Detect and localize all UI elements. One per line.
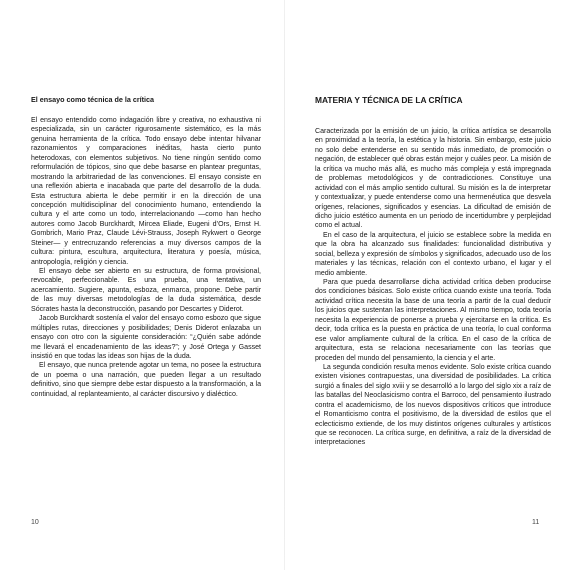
right-body-text	[315, 127, 551, 448]
section-heading: El ensayo como técnica de la crítica	[31, 95, 155, 104]
paragraph: El ensayo entendido como indagación libre y creativa, no exhaustiva ni especializada, sin un carácter rigurosamente sistemático, es la más genuina herramienta de la crítica. Todo ensayo debe intentar hilvanar razonamientos y comparaciones inéditas, hasta cierto punto heterodoxas, con elementos subjetivos. No tiene ningún sentido como reformulación de tópicos, sino que debe basarse en plantear preguntas, mostrando la arbitrariedad de las convenciones. El ensayo consiste en una reflexión abierta e inacabada que parte del desarrollo de la duda. Esta estructura abierta le debe permitir ir en la dirección de una concepción multidisciplinar del conocimiento humano, entendiendo la cultura y el arte como un todo, interrelacionando —como han hecho autores como Jacob Burckhardt, Mircea Eliade, Eugeni d’Ors, Ernst H. Gombrich, Mario Praz, Claude Lévi-Strauss, Joseph Rykwert o George Steiner— y entrecruzando referencias a muy diversos campos de la cultura: pintura, escultura, arquitectura, literatura y poesía, música, antropología, religión y ciencia.	[31, 117, 261, 266]
paragraph: En el caso de la arquitectura, el juicio se establece sobre la medida en que la obra ha alcanzado sus finalidades: funcionalidad distributiva y social, belleza y expresión de símbolos y significados, adecuado uso de los materiales y las técnicas, relación con el contexto urbano, el lugar y el medio ambiente.	[315, 231, 551, 277]
page-number: 11	[532, 519, 540, 526]
paragraph: La segunda condición resulta menos evidente. Solo existe crítica cuando existen visiones contrapuestas, una diversidad de posibilidades. La crítica surgió a finales del siglo xviii y se desarrolló a lo largo del siglo xix a raíz de las batallas del Neoclasicismo contra el Barroco, del pensamiento ilustrado contra el academicismo, de los nuevos dispositivos críticos que introduce el Romanticismo contra el positivismo, de la diversidad de estilos que el eclecticismo extiende, de los muy distintos orígenes culturales y artísticos que se reconocen. La crítica surge, en definitiva, a raíz de la diversidad de interpretaciones	[315, 363, 551, 447]
paragraph: Para que pueda desarrollarse dicha actividad crítica deben producirse dos condiciones básicas. Solo existe crítica cuando existe una teoría. Toda actividad crítica necesita la base de una teoría a partir de la cual deducir los juicios que sustentan las interpretaciones. Al mismo tiempo, toda teoría necesita la experiencia de ponerse a prueba y ejercitarse en la crítica. Es decir, toda crítica es la puesta en práctica de una teoría, lo cual conforma ese valor ampliamente cultural de la crítica. En el caso de la crítica de arquitectura, esta se relaciona necesariamente con las teorías que proceden del mundo del pensamiento, la ciencia y el arte.	[315, 279, 551, 362]
paragraph: El ensayo, que nunca pretende agotar un tema, no posee la estructura de un poema o una narración, que pueden llegar a un resultado definitivo, sino que siempre debe estar dispuesto a la transformación, a la continuidad, al replanteamiento, al carácter discursivo y dialéctico.	[31, 362, 261, 398]
page-number: 10	[31, 519, 39, 526]
right-page	[285, 0, 570, 570]
paragraph: Caracterizada por la emisión de un juicio, la crítica artística se desarrolla en proximidad a la teoría, la estética y la historia. Sin embargo, este juicio no solo debe entenderse en su sentido más inmediato, de promoción o negación, de establecer qué obras están mejor y cuáles peor. La misión de la crítica va mucho más allá, es mucho más compleja y está impregnada de problemas metodológicos y de contradicciones. Constituye una actividad con el más amplio sentido cultural. Su misión es la de interpretar y contextualizar, y puede entenderse como una hermenéutica que desvela orígenes, relaciones, significados y esencias. La dificultad de emisión de dicho juicio estético aumenta en un periodo de incertidumbre y perplejidad como el actual.	[315, 128, 551, 230]
paragraph: El ensayo debe ser abierto en su estructura, de forma provisional, revocable, perfeccionable. Es una prueba, una tentativa, un acercamiento. Sugiere, apunta, esboza, enmarca, propone. Debe partir de las muy diversas metodologías de la duda sistemática, desde Sócrates hasta la deconstrucción, pasando por Descartes y Diderot.	[31, 268, 261, 313]
left-body-text	[31, 116, 261, 399]
chapter-heading: MATERIA Y TÉCNICA DE LA CRÍTICA	[315, 95, 463, 105]
paragraph: Jacob Burckhardt sostenía el valor del ensayo como esbozo que sigue múltiples rutas, direcciones y posibilidades; Denis Diderot enlazaba un ensayo con otro con la siguiente consideración: “¿Quién sabe adónde me llevará el encadenamiento de las ideas?”; y José Ortega y Gasset insistió en que todas las ideas son hijas de la duda.	[31, 315, 261, 360]
